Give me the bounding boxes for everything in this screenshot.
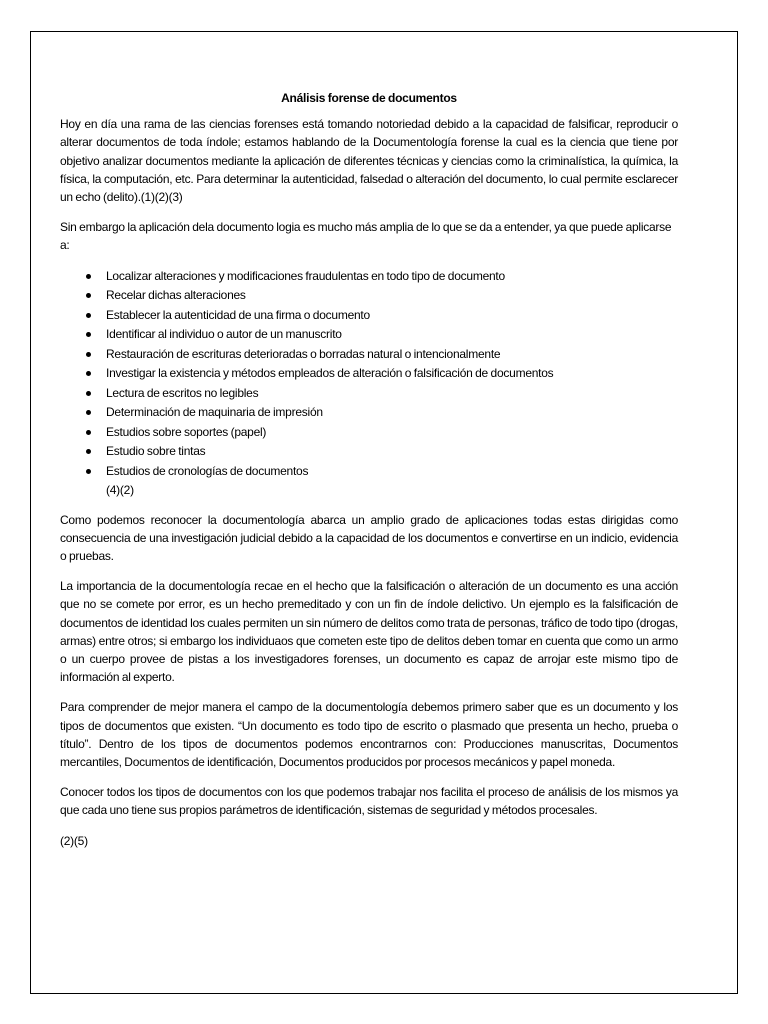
paragraph-scope: Como podemos reconocer la documentología abarca un amplio grado de aplicaciones todas estas dirigidas como consecuencia de una investigación judicial debido a la capacidad de los documentos e convertirse en un indicio, evidencia o pruebas. [60, 512, 678, 564]
final-reference: (2)(5) [60, 833, 88, 848]
list-item: Lectura de escritos no legibles [106, 384, 678, 404]
paragraph-conclusion: Conocer todos los tipos de documentos con los que podemos trabajar nos facilita el proceso de análisis de los mismos ya que cada uno tiene sus propios parámetros de identificación, sistemas de seguridad y métodos procesales. [60, 785, 678, 818]
list-item: Identificar al individuo o autor de un manuscrito [106, 325, 678, 345]
bullet-icon [86, 371, 91, 376]
paragraph-intro: Hoy en día una rama de las ciencias forenses está tomando notoriedad debido a la capacidad de falsificar, reproducir o alterar documentos de toda índole; estamos hablando de la Documentología forense la cual es la ciencia que tiene por objetivo analizar documentos mediante la aplicación de diferentes técnicas y ciencias como la criminalística, la química, la física, la computación, etc. Para determinar la autenticidad, falsedad o alteración del documento, lo cual permite esclarecer un echo (delito).(1)(2)(3) [60, 117, 678, 205]
bullet-icon [86, 352, 91, 357]
list-item: Investigar la existencia y métodos empleados de alteración o falsificación de documentos [106, 364, 678, 384]
list-item: Recelar dichas alteraciones [106, 286, 678, 306]
bullet-icon [86, 469, 91, 474]
list-item: Estudio sobre tintas [106, 442, 678, 462]
list-item: Estudios de cronologías de documentos [106, 462, 678, 482]
bullet-icon [86, 449, 91, 454]
bullet-icon [86, 293, 91, 298]
bullet-icon [86, 410, 91, 415]
paragraph-definition: Para comprender de mejor manera el campo de la documentología debemos primero saber que es un documento y los tipos de documentos que existen. “Un documento es todo tipo de escrito o plasmado que presenta un hecho, prueba o título”. Dentro de los tipos de documentos podemos encontrarnos con: Producciones manuscritas, Documentos mercantiles, Documentos de identificación, Documentos producidos por procesos mecánicos y papel moneda. [60, 700, 678, 770]
applications-list [60, 267, 678, 482]
list-item: Establecer la autenticidad de una firma o documento [106, 306, 678, 326]
bullet-icon [86, 332, 91, 337]
document-title: Análisis forense de documentos [281, 91, 457, 105]
list-item: Localizar alteraciones y modificaciones fraudulentas en todo tipo de documento [106, 267, 678, 287]
bullet-icon [86, 313, 91, 318]
bullet-icon [86, 391, 91, 396]
list-reference: (4)(2) [106, 483, 134, 498]
paragraph-applications: Sin embargo la aplicación dela documento logia es mucho más amplia de lo que se da a entender, ya que puede aplicarse a: [60, 220, 672, 253]
list-item: Restauración de escrituras deterioradas o borradas natural o intencionalmente [106, 345, 678, 365]
bullet-icon [86, 430, 91, 435]
document-content [60, 89, 678, 862]
bullet-icon [86, 274, 91, 279]
list-item: Estudios sobre soportes (papel) [106, 423, 678, 443]
list-item: Determinación de maquinaria de impresión [106, 403, 678, 423]
paragraph-importance: La importancia de la documentología recae en el hecho que la falsificación o alteración de un documento es una acción que no se comete por error, es un hecho premeditado y con un fin de índole delictivo. Un ejemplo es la falsificación de documentos de identidad los cuales permiten un sin número de delitos como trata de personas, tráfico de todo tipo (drogas, armas) entre otros; si embargo los individuaos que cometen este tipo de delitos deben tomar en cuenta que como un armo o un cuerpo provee de pistas a los investigadores forenses, un documento es capaz de arrojar este mismo tipo de información al experto. [60, 579, 678, 685]
